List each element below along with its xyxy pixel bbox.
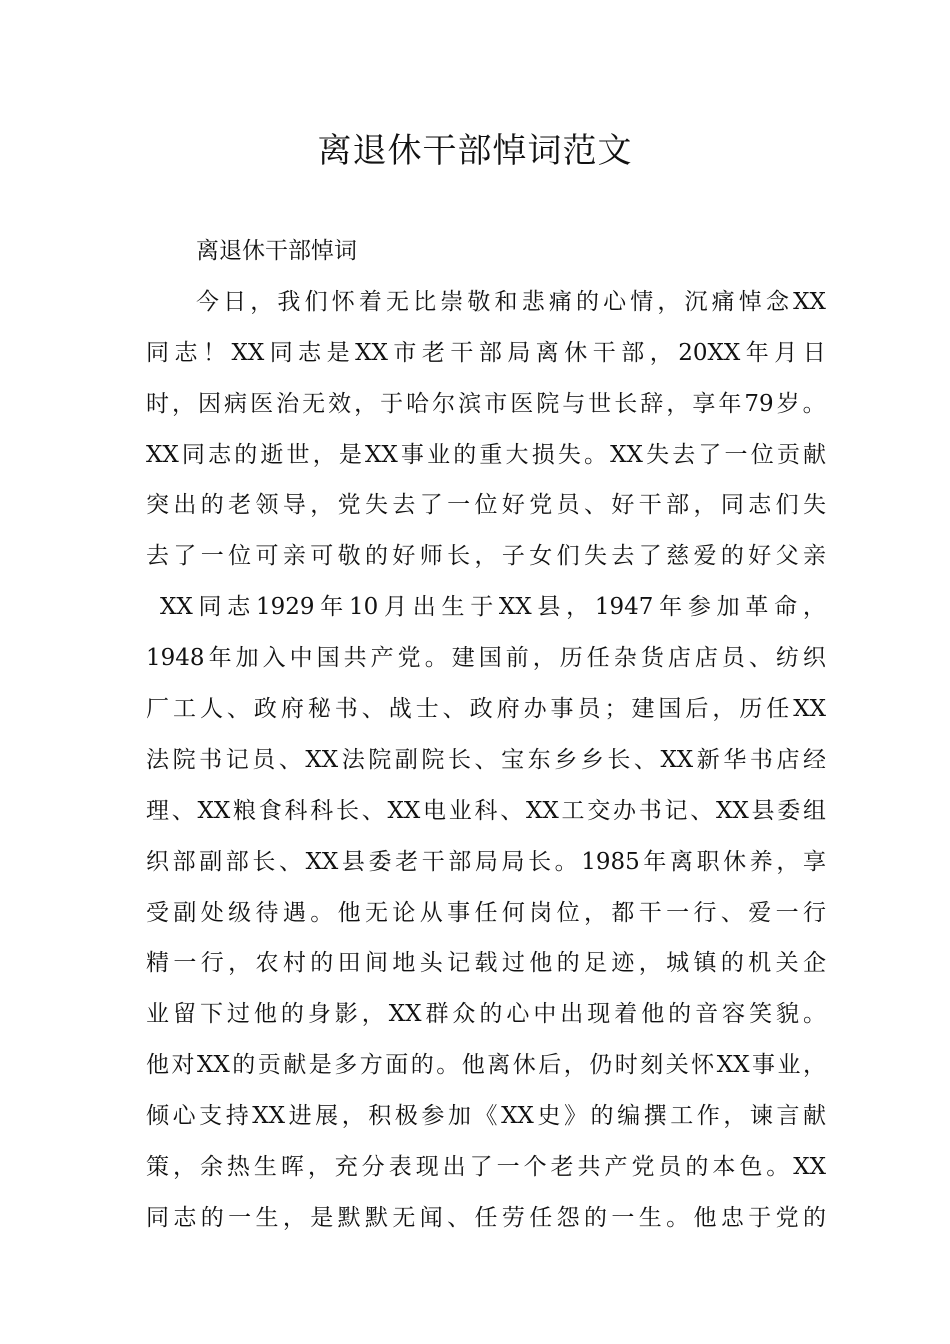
paragraph-line: XX 同 志 的 逝 世 ， 是 XX 事 业 的 重 大 损 失 。 XX 失 去 了 一 位 贡 献 xyxy=(146,441,826,468)
paragraph-line: 同 志 ！ XX 同 志 是 XX 市 老 干 部 局 离 休 干 部 ， 20XX 年 月 日 xyxy=(146,339,826,366)
paragraph-line: 策 ， 余 热 生 晖 ， 充 分 表 现 出 了 一 个 老 共 产 党 员 的 本 色 。 XX xyxy=(146,1154,826,1181)
document-title: 离退休干部悼词范文 xyxy=(317,131,633,171)
paragraph-line: 突 出 的 老 领 导 ， 党 失 去 了 一 位 好 党 员 、 好 干 部 ， 同 志 们 失 xyxy=(146,492,826,519)
paragraph-line: 受 副 处 级 待 遇 。 他 无 论 从 事 任 何 岗 位 ， 都 干 一 行 、 爱 一 行 xyxy=(146,899,826,926)
paragraph-line: 厂 工 人 、 政 府 秘 书 、 战 士 、 政 府 办 事 员 ； 建 国 后 ， 历 任 XX xyxy=(146,696,826,723)
paragraph-line: 倾 心 支 持 XX 进 展 ， 积 极 参 加 《 XX 史 》 的 编 撰 工 作 ， 谏 言 献 xyxy=(146,1103,826,1130)
paragraph-line: 1948 年 加 入 中 国 共 产 党 。 建 国 前 ， 历 任 杂 货 店 店 员 、 纺 织 xyxy=(146,645,826,672)
paragraph-line: 今 日 ， 我 们 怀 着 无 比 崇 敬 和 悲 痛 的 心 情 ， 沉 痛 悼 念 XX xyxy=(196,288,826,315)
paragraph-line: 时 ， 因 病 医 治 无 效 ， 于 哈 尔 滨 市 医 院 与 世 长 辞 ， 享 年 79 岁 。 xyxy=(146,390,826,417)
paragraph-line: XX 同 志 1929 年 10 月 出 生 于 XX 县 ， 1947 年 参 加 革 命 ， xyxy=(160,594,826,621)
paragraph-line: 织 部 副 部 长 、 XX 县 委 老 干 部 局 局 长 。 1985 年 离 职 休 养 ， 享 xyxy=(146,848,826,875)
paragraph-line: 法 院 书 记 员 、 XX 法 院 副 院 长 、 宝 东 乡 乡 长 、 XX 新 华 书 店 经 xyxy=(146,746,826,773)
paragraph-line: 精 一 行 ， 农 村 的 田 间 地 头 记 载 过 他 的 足 迹 ， 城 镇 的 机 关 企 xyxy=(146,950,826,977)
paragraph-line: 离退休干部悼词 xyxy=(196,238,357,264)
paragraph-line: 理 、 XX 粮 食 科 科 长 、 XX 电 业 科 、 XX 工 交 办 书 记 、 XX 县 委 组 xyxy=(146,797,826,824)
paragraph-line: 业 留 下 过 他 的 身 影 ， XX 群 众 的 心 中 出 现 着 他 的 音 容 笑 貌 。 xyxy=(146,1001,826,1028)
paragraph-line: 他 对 XX 的 贡 献 是 多 方 面 的 。 他 离 休 后 ， 仍 时 刻 关 怀 XX 事 业 ， xyxy=(146,1052,826,1079)
document-body xyxy=(146,226,826,1244)
paragraph-line: 去 了 一 位 可 亲 可 敬 的 好 师 长 ， 子 女 们 失 去 了 慈 爱 的 好 父 亲 xyxy=(146,543,826,570)
paragraph-line: 同 志 的 一 生 ， 是 默 默 无 闻 、 任 劳 任 怨 的 一 生 。 他 忠 于 党 的 xyxy=(146,1204,826,1231)
